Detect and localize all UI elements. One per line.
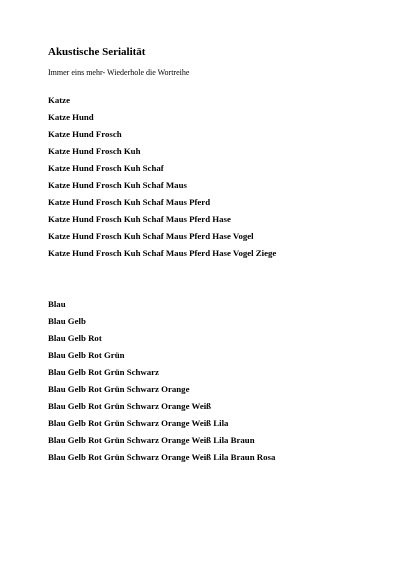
animal-series-line: Katze Hund Frosch Kuh Schaf [48, 163, 164, 173]
color-word-series [48, 296, 388, 466]
document-subtitle: Immer eins mehr- Wiederhole die Wortreihe [48, 68, 190, 77]
color-series-line: Blau Gelb Rot Grün Schwarz Orange Weiß Lila [48, 418, 229, 428]
color-series-line: Blau Gelb [48, 316, 86, 326]
animal-series-line: Katze Hund Frosch Kuh Schaf Maus [48, 180, 187, 190]
animal-series-line: Katze Hund Frosch Kuh [48, 146, 141, 156]
animal-word-series [48, 92, 388, 262]
color-series-line: Blau Gelb Rot [48, 333, 102, 343]
color-series-line: Blau [48, 299, 66, 309]
document-page [48, 46, 388, 466]
color-series-line: Blau Gelb Rot Grün Schwarz Orange Weiß Lila Braun [48, 435, 255, 445]
animal-series-line: Katze Hund Frosch [48, 129, 122, 139]
animal-series-line: Katze Hund Frosch Kuh Schaf Maus Pferd Hase [48, 214, 231, 224]
animal-series-line: Katze Hund [48, 112, 94, 122]
animal-series-line: Katze Hund Frosch Kuh Schaf Maus Pferd [48, 197, 211, 207]
color-series-line: Blau Gelb Rot Grün Schwarz Orange [48, 384, 190, 394]
document-title: Akustische Serialität [48, 46, 146, 58]
animal-series-line: Katze Hund Frosch Kuh Schaf Maus Pferd Hase Vogel [48, 231, 254, 241]
animal-series-line: Katze Hund Frosch Kuh Schaf Maus Pferd Hase Vogel Ziege [48, 248, 277, 258]
color-series-line: Blau Gelb Rot Grün Schwarz [48, 367, 159, 377]
color-series-line: Blau Gelb Rot Grün Schwarz Orange Weiß Lila Braun Rosa [48, 452, 276, 462]
color-series-line: Blau Gelb Rot Grün [48, 350, 125, 360]
animal-series-line: Katze [48, 95, 70, 105]
color-series-line: Blau Gelb Rot Grün Schwarz Orange Weiß [48, 401, 212, 411]
